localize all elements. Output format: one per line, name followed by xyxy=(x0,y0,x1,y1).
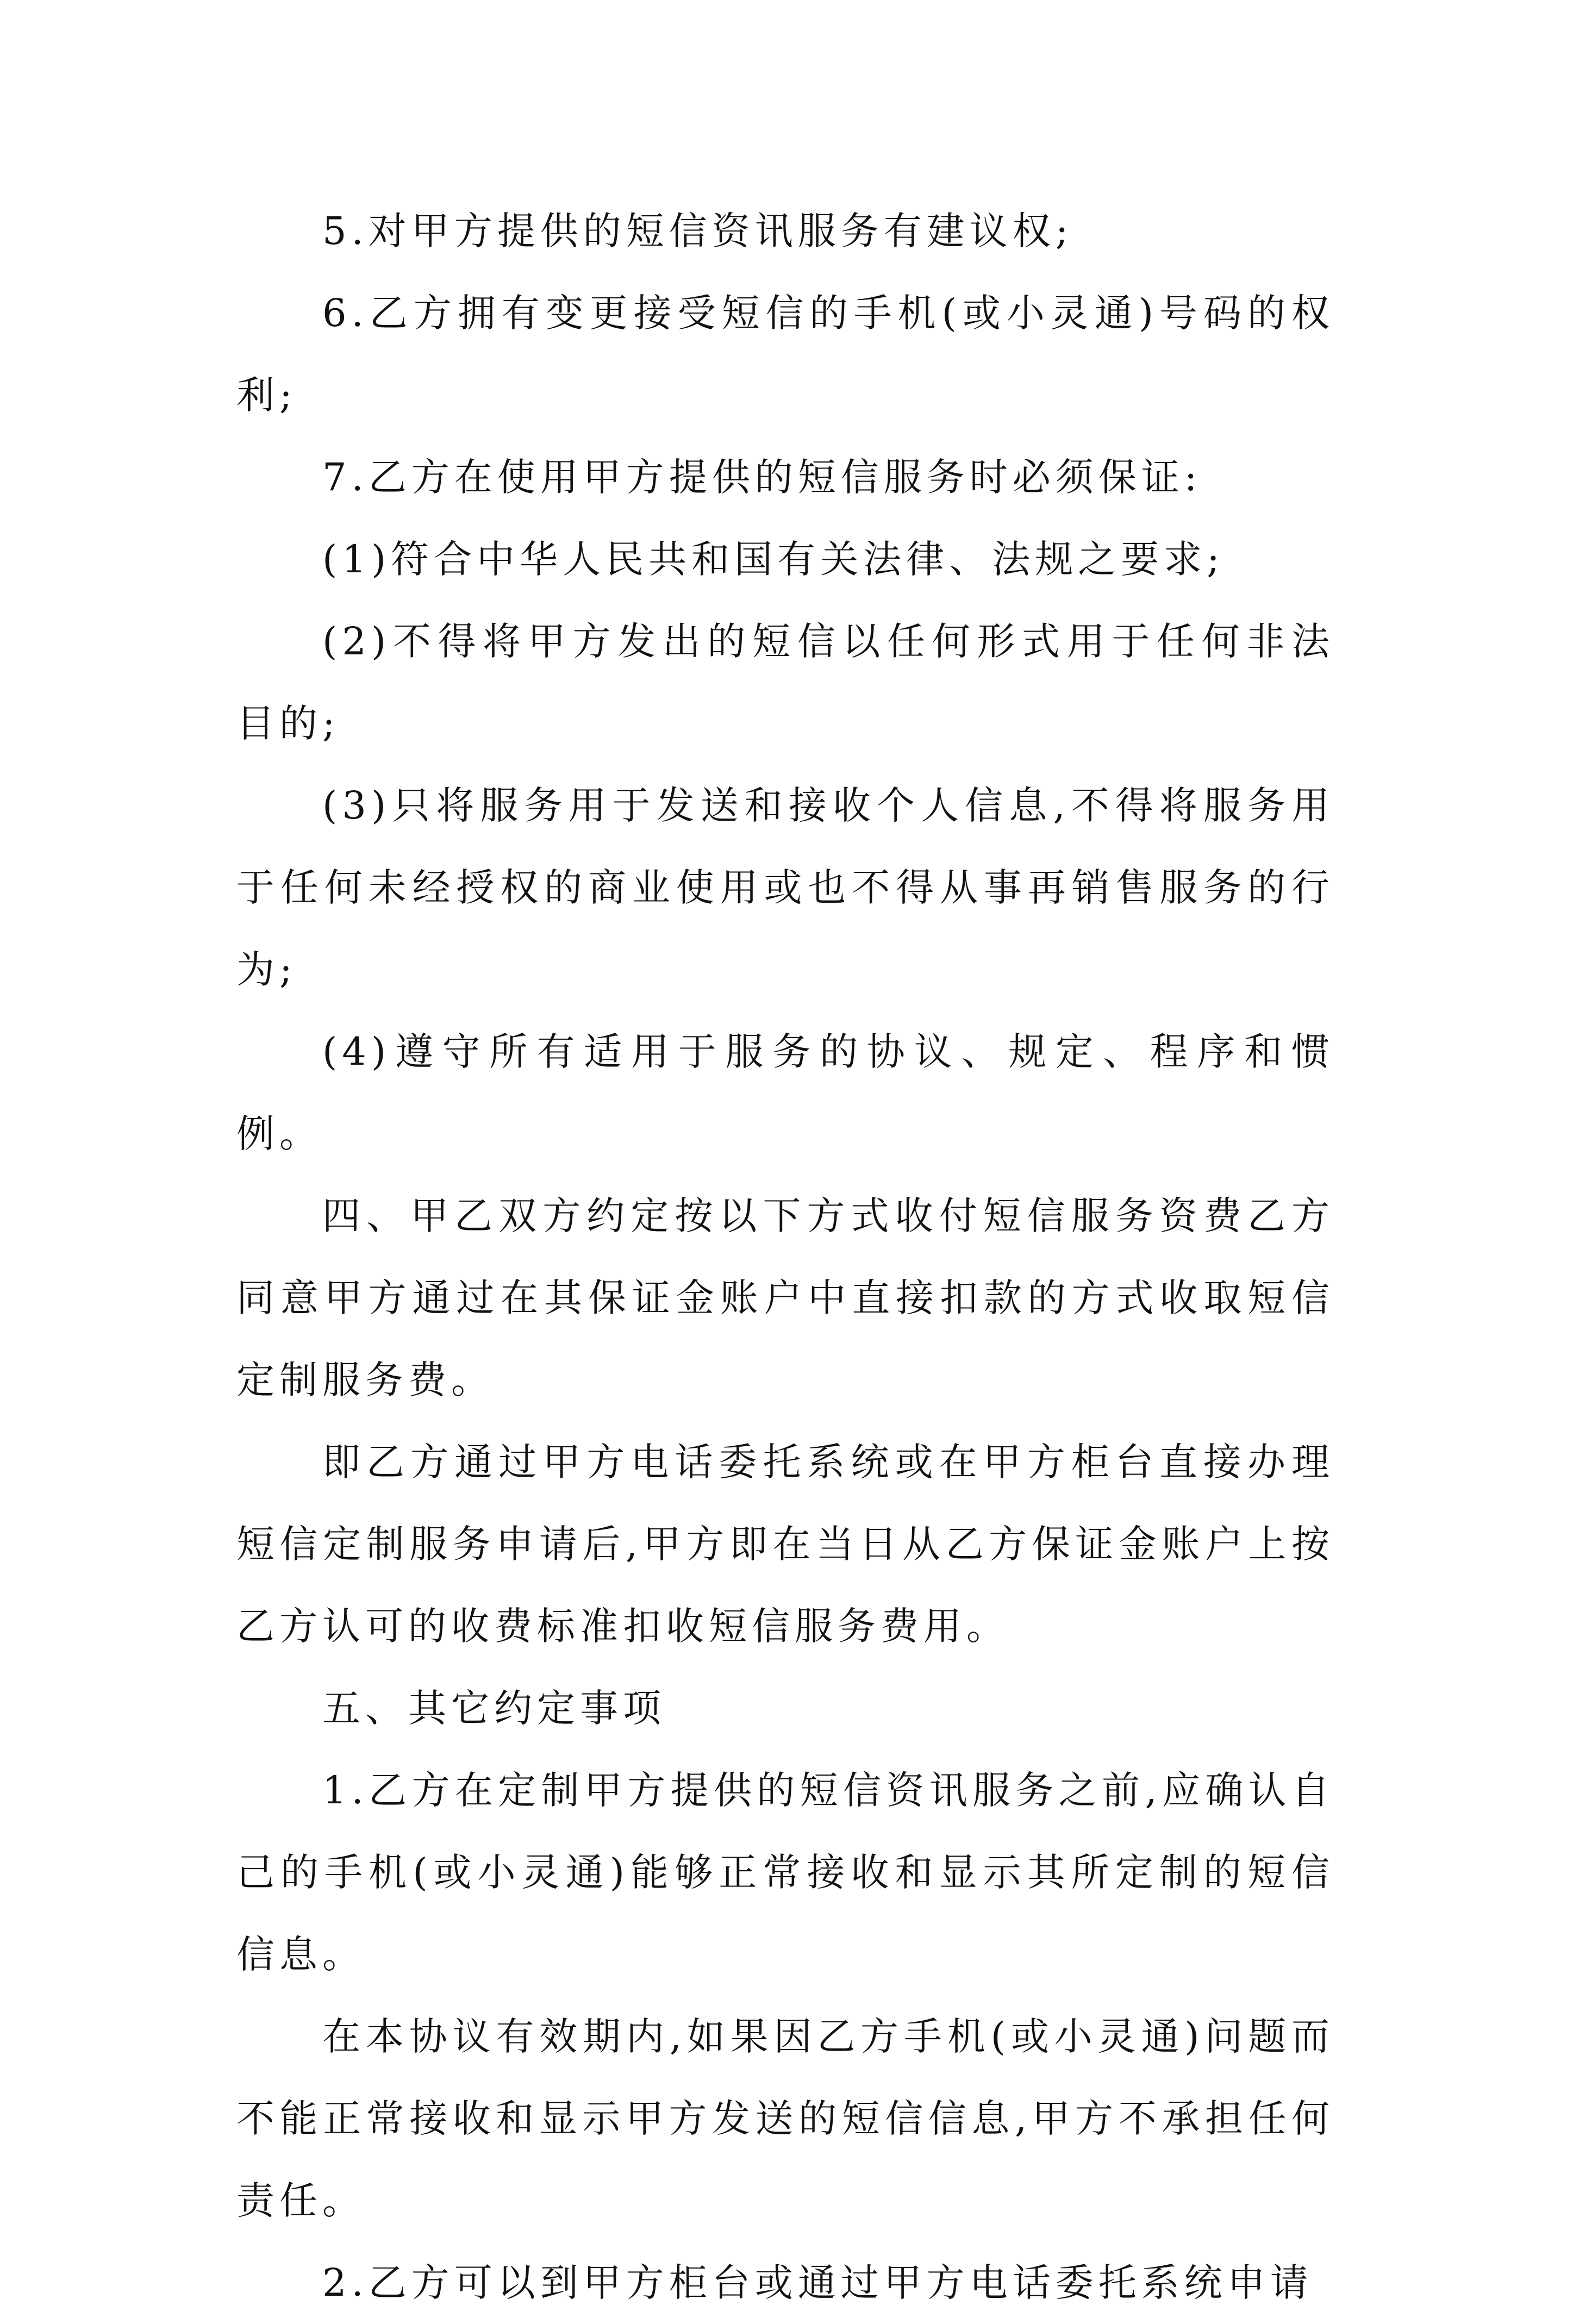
document-body xyxy=(236,190,1334,2324)
paragraph-subitem-4: (4)遵守所有适用于服务的协议、规定、程序和惯例。 xyxy=(236,1029,1334,1156)
paragraph-subitem-1: (1)符合中华人民共和国有关法律、法规之要求; xyxy=(322,537,1225,582)
paragraph-item-6: 6.乙方拥有变更接受短信的手机(或小灵通)号码的权利; xyxy=(236,291,1334,417)
other-terms-item-2: 2.乙方可以到甲方柜台或通过甲方电话委托系统申请 xyxy=(322,2260,1313,2305)
other-terms-item-1: 1.乙方在定制甲方提供的短信资讯服务之前,应确认自己的手机(或小灵通)能够正常接收和显示其所定制的短信信息。 xyxy=(236,1768,1334,1977)
liability-paragraph: 在本协议有效期内,如果因乙方手机(或小灵通)问题而不能正常接收和显示甲方发送的短信信息,甲方不承担任何责任。 xyxy=(236,2014,1334,2223)
billing-paragraph: 即乙方通过甲方电话委托系统或在甲方柜台直接办理短信定制服务申请后,甲方即在当日从乙方保证金账户上按乙方认可的收费标准扣收短信服务费用。 xyxy=(236,1440,1334,1648)
paragraph-item-7: 7.乙方在使用甲方提供的短信服务时必须保证: xyxy=(322,455,1202,499)
paragraph-item-5: 5.对甲方提供的短信资讯服务有建议权; xyxy=(322,209,1073,253)
section-four-paragraph: 四、甲乙双方约定按以下方式收付短信服务资费乙方同意甲方通过在其保证金账户中直接扣款的方式收取短信定制服务费。 xyxy=(236,1194,1334,1402)
paragraph-subitem-3: (3)只将服务用于发送和接收个人信息,不得将服务用于任何未经授权的商业使用或也不得从事再销售服务的行为; xyxy=(236,783,1334,992)
paragraph-subitem-2: (2)不得将甲方发出的短信以任何形式用于任何非法目的; xyxy=(236,619,1334,746)
section-five-heading: 五、其它约定事项 xyxy=(322,1686,666,1730)
